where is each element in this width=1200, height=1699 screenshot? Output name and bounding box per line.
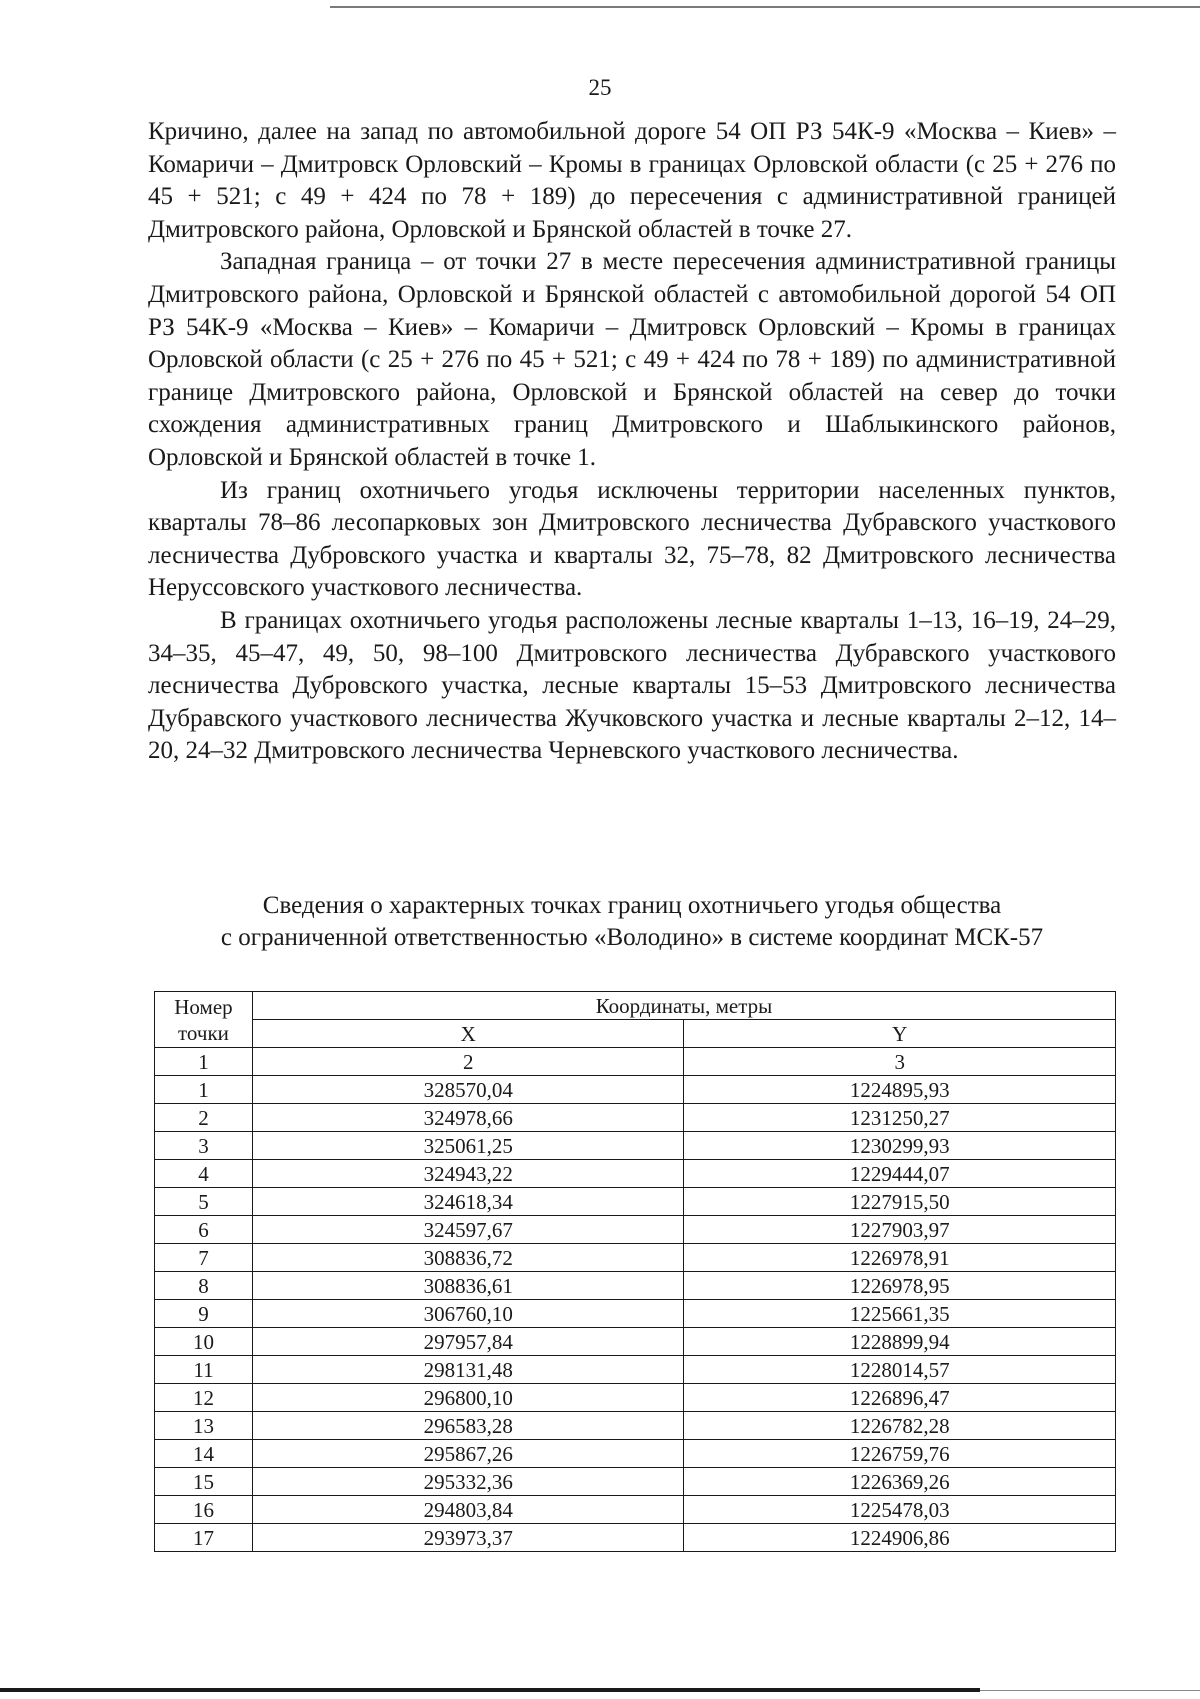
x-coordinate-cell: 295867,26 [252,1440,684,1468]
page-number: 25 [588,75,612,100]
paragraph: Западная граница – от точки 27 в месте пересечения административной границы Дмитровского района, Орловской и Брянской областей с автомобильной дорогой 54 ОП РЗ 54К-9 «Москва – Киев» – Комаричи – Дмитровск Орловский – Кромы в границах Орловской области (с 25 + 276 по 45 + 521; с 49 + 424 по 78 + 189) по административной границе Дмитровского района, Орловской и Брянской областей на север до точки схождения административных границ Дмитровского и Шаблыкинского районов, Орловской и Брянской областей в точке 1. [148,248,1116,471]
table-caption-line: с ограниченной ответственностью «Володино» в системе координат МСК-57 [220,924,1044,951]
table-row [155,1440,1116,1468]
y-coordinate-cell: 1228899,94 [684,1328,1116,1356]
point-number-cell: 4 [155,1160,253,1188]
x-coordinate-cell: 324978,66 [252,1104,684,1132]
table-row [155,1356,1116,1384]
paragraph: Из границ охотничьего угодья исключены территории населенных пунктов, кварталы 78–86 лесопарковых зон Дмитровского лесничества Дубравского участкового лесничества Дубровского участка и кварталы 32, 75–78, 82 Дмитровского лесничества Неруссовского участкового лесничества. [148,476,1116,602]
point-number-cell: 12 [155,1384,253,1412]
x-coordinate-cell: 306760,10 [252,1300,684,1328]
x-coordinate-cell: 324943,22 [252,1160,684,1188]
y-coordinate-cell: 1225661,35 [684,1300,1116,1328]
table-row [155,1188,1116,1216]
column-number-row [155,1048,1116,1076]
table-caption-line: Сведения о характерных точках границ охотничьего угодья общества [262,892,1002,919]
header-y: Y [684,1020,1116,1048]
point-number-cell: 11 [155,1356,253,1384]
table-header-row [155,992,1116,1020]
table-row [155,1216,1116,1244]
point-number-cell: 5 [155,1188,253,1216]
y-coordinate-cell: 1228014,57 [684,1356,1116,1384]
table-header-row [155,1020,1116,1048]
point-number-cell: 17 [155,1524,253,1552]
y-coordinate-cell: 1231250,27 [684,1104,1116,1132]
header-point-number-line: Номер [174,994,233,1019]
table-row [155,1468,1116,1496]
body-text [148,116,1116,768]
header-point-number-line: точки [178,1020,229,1045]
y-coordinate-cell: 1224895,93 [684,1076,1116,1104]
header-x: X [252,1020,684,1048]
x-coordinate-cell: 296800,10 [252,1384,684,1412]
table-caption [148,890,1116,954]
table-row [155,1496,1116,1524]
table-row [155,1524,1116,1552]
y-coordinate-cell: 1225478,03 [684,1496,1116,1524]
table-row [155,1328,1116,1356]
table-row [155,1272,1116,1300]
y-coordinate-cell: 1227903,97 [684,1216,1116,1244]
paragraph: Кричино, далее на запад по автомобильной дороге 54 ОП РЗ 54К-9 «Москва – Киев» – Комаричи – Дмитровск Орловский – Кромы в границах Орловской области (с 25 + 276 по 45 + 521; с 49 + 424 по 78 + 189) до пересечения с административной границей Дмитровского района, Орловской и Брянской областей в точке 27. [148,118,1116,243]
y-coordinate-cell: 1226978,95 [684,1272,1116,1300]
point-number-cell: 14 [155,1440,253,1468]
top-rule [330,6,1200,8]
column-number: 1 [155,1048,253,1076]
table-row [155,1412,1116,1440]
y-coordinate-cell: 1230299,93 [684,1132,1116,1160]
y-coordinate-cell: 1227915,50 [684,1188,1116,1216]
point-number-cell: 3 [155,1132,253,1160]
header-coordinates: Координаты, метры [252,992,1115,1020]
table-row [155,1300,1116,1328]
x-coordinate-cell: 325061,25 [252,1132,684,1160]
point-number-cell: 10 [155,1328,253,1356]
table-body [155,1076,1116,1552]
table-row [155,1160,1116,1188]
point-number-cell: 6 [155,1216,253,1244]
table-row [155,1244,1116,1272]
y-coordinate-cell: 1229444,07 [684,1160,1116,1188]
header-point-number [155,992,253,1048]
x-coordinate-cell: 308836,72 [252,1244,684,1272]
y-coordinate-cell: 1224906,86 [684,1524,1116,1552]
y-coordinate-cell: 1226978,91 [684,1244,1116,1272]
x-coordinate-cell: 295332,36 [252,1468,684,1496]
point-number-cell: 1 [155,1076,253,1104]
bottom-rule [980,1690,1200,1691]
point-number-cell: 15 [155,1468,253,1496]
table-row [155,1104,1116,1132]
x-coordinate-cell: 296583,28 [252,1412,684,1440]
coordinates-table [154,991,1116,1552]
point-number-cell: 13 [155,1412,253,1440]
column-number: 2 [252,1048,684,1076]
bottom-rule [0,1688,980,1692]
y-coordinate-cell: 1226759,76 [684,1440,1116,1468]
x-coordinate-cell: 297957,84 [252,1328,684,1356]
table-row [155,1132,1116,1160]
x-coordinate-cell: 308836,61 [252,1272,684,1300]
x-coordinate-cell: 294803,84 [252,1496,684,1524]
x-coordinate-cell: 328570,04 [252,1076,684,1104]
y-coordinate-cell: 1226896,47 [684,1384,1116,1412]
table-row [155,1076,1116,1104]
y-coordinate-cell: 1226782,28 [684,1412,1116,1440]
x-coordinate-cell: 324618,34 [252,1188,684,1216]
point-number-cell: 2 [155,1104,253,1132]
x-coordinate-cell: 293973,37 [252,1524,684,1552]
point-number-cell: 16 [155,1496,253,1524]
point-number-cell: 9 [155,1300,253,1328]
point-number-cell: 7 [155,1244,253,1272]
column-number: 3 [684,1048,1116,1076]
point-number-cell: 8 [155,1272,253,1300]
x-coordinate-cell: 298131,48 [252,1356,684,1384]
y-coordinate-cell: 1226369,26 [684,1468,1116,1496]
paragraph: В границах охотничьего угодья расположены лесные кварталы 1–13, 16–19, 24–29, 34–35, 45–47, 49, 50, 98–100 Дмитровского лесничества Дубравского участкового лесничества Дубровского участка, лесные кварталы 15–53 Дмитровского лесничества Дубравского участкового лесничества Жучковского участка и лесные кварталы 2–12, 14–20, 24–32 Дмитровского лесничества Черневского участкового лесничества. [148,606,1116,765]
x-coordinate-cell: 324597,67 [252,1216,684,1244]
table-row [155,1384,1116,1412]
